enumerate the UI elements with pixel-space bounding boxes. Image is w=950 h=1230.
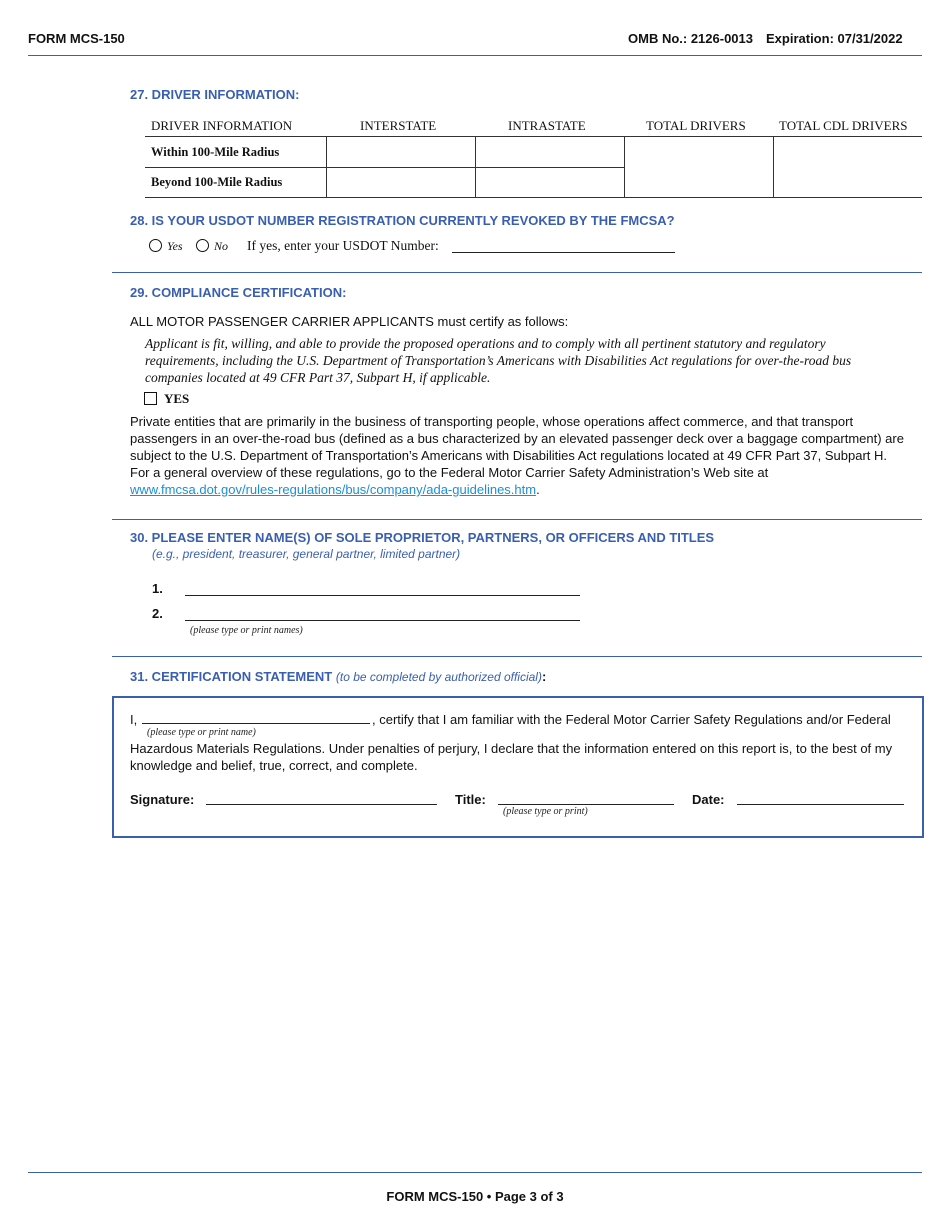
expiration-date: Expiration: 07/31/2022 — [766, 31, 903, 46]
certifier-name-hint: (please type or print name) — [147, 727, 256, 738]
title-label: Title: — [455, 792, 486, 807]
section-30-subtitle: (e.g., president, treasurer, general partner, limited partner) — [152, 547, 461, 561]
compliance-statement: Applicant is fit, willing, and able to provide the proposed operations and to comply with all pertinent statutory and regulatory requirements, including the U.S. Department of Transportation’s Americans with Disabilities Act regulations for over-the-road bus companies located at 49 CFR Part 37, Subpart H, if applicable. — [145, 336, 852, 385]
table-rule — [145, 197, 922, 198]
officer-line-2-label: 2. — [152, 606, 163, 621]
omb-number: OMB No.: 2126-0013 — [628, 31, 753, 46]
title-input[interactable] — [498, 804, 674, 805]
driver-information-table — [145, 112, 922, 198]
usdot-number-prompt: If yes, enter your USDOT Number: — [247, 238, 439, 253]
section-31-title: 31. CERTIFICATION STATEMENT — [130, 669, 333, 684]
row-label-beyond-100: Beyond 100-Mile Radius — [151, 175, 283, 189]
footer-divider — [28, 1172, 922, 1173]
certifier-name-input[interactable] — [142, 723, 370, 724]
officer-names-hint: (please type or print names) — [190, 625, 303, 636]
row-label-within-100: Within 100-Mile Radius — [151, 145, 280, 159]
ada-overview-end: . — [536, 482, 540, 497]
certification-statement-box — [112, 696, 924, 838]
section-29-title: 29. COMPLIANCE CERTIFICATION: — [130, 285, 347, 300]
ada-overview-paragraph — [130, 413, 905, 498]
date-input[interactable] — [737, 804, 904, 805]
col-header-total-drivers: TOTAL DRIVERS — [646, 118, 746, 133]
section-divider — [112, 272, 922, 273]
revoked-no-label: No — [214, 239, 229, 253]
officer-name-input-2[interactable] — [185, 620, 580, 621]
within-intrastate-field[interactable] — [476, 137, 623, 166]
total-cdl-drivers-field[interactable] — [774, 137, 921, 196]
col-header-driver-information: DRIVER INFORMATION — [151, 118, 293, 133]
within-interstate-field[interactable] — [327, 137, 474, 166]
revoked-no-radio[interactable] — [196, 239, 209, 252]
fmcsa-ada-link[interactable]: www.fmcsa.dot.gov/rules-regulations/bus/company/ada-guidelines.htm — [130, 482, 537, 497]
section-divider — [112, 519, 922, 520]
usdot-number-input[interactable] — [452, 252, 675, 253]
officer-name-input-1[interactable] — [185, 595, 580, 596]
compliance-yes-checkbox[interactable] — [144, 392, 157, 405]
col-header-interstate: INTERSTATE — [360, 118, 437, 133]
footer-page-label: FORM MCS-150 • Page 3 of 3 — [386, 1189, 564, 1204]
section-28-title: 28. IS YOUR USDOT NUMBER REGISTRATION CURRENTLY REVOKED BY THE FMCSA? — [130, 213, 675, 228]
compliance-intro: ALL MOTOR PASSENGER CARRIER APPLICANTS must certify as follows: — [130, 314, 569, 329]
officer-line-1-label: 1. — [152, 581, 163, 596]
revoked-yes-label: Yes — [167, 239, 183, 253]
signature-label: Signature: — [130, 792, 195, 807]
cert-statement-rest: Hazardous Materials Regulations. Under penalties of perjury, I declare that the information entered on this report is, to the best of my knowledge and belief, true, correct, and complete. — [130, 741, 893, 773]
signature-input[interactable] — [206, 804, 437, 805]
total-drivers-field[interactable] — [625, 137, 772, 196]
ada-overview-text: Private entities that are primarily in the business of transporting people, whose operations affect commerce, and that transport passengers in an over-the-road bus (defined as a bus characterized by an elevated passenger deck over a baggage compartment) are subject to the U.S. Department of Transportation’s Americans with Disabilities Act regulations located at 49 CFR Part 37, Subpart H. For a general overview of these regulations, go to the Federal Motor Carrier Safety Administration’s Web site at — [130, 414, 904, 480]
col-header-total-cdl-drivers: TOTAL CDL DRIVERS — [779, 118, 908, 133]
section-31-title-note: (to be completed by authorized official) — [335, 670, 542, 684]
revoked-yes-radio[interactable] — [149, 239, 162, 252]
section-27-title: 27. DRIVER INFORMATION: — [130, 87, 300, 102]
date-label: Date: — [692, 792, 725, 807]
section-divider — [112, 656, 922, 657]
beyond-interstate-field[interactable] — [327, 168, 474, 196]
beyond-intrastate-field[interactable] — [476, 168, 623, 196]
section-30-title: 30. PLEASE ENTER NAME(S) OF SOLE PROPRIETOR, PARTNERS, OR OFFICERS AND TITLES — [130, 530, 715, 545]
section-31-title-colon: : — [541, 669, 547, 684]
form-id: FORM MCS-150 — [28, 31, 125, 46]
header-divider — [28, 55, 922, 56]
section-31-heading — [130, 669, 546, 684]
cert-statement-first-line: , certify that I am familiar with the Federal Motor Carrier Safety Regulations and/or Federal — [372, 712, 891, 727]
cert-i-label: I, — [130, 712, 138, 727]
col-header-intrastate: INTRASTATE — [508, 118, 586, 133]
compliance-yes-label: YES — [164, 391, 190, 406]
title-hint: (please type or print) — [503, 806, 588, 817]
